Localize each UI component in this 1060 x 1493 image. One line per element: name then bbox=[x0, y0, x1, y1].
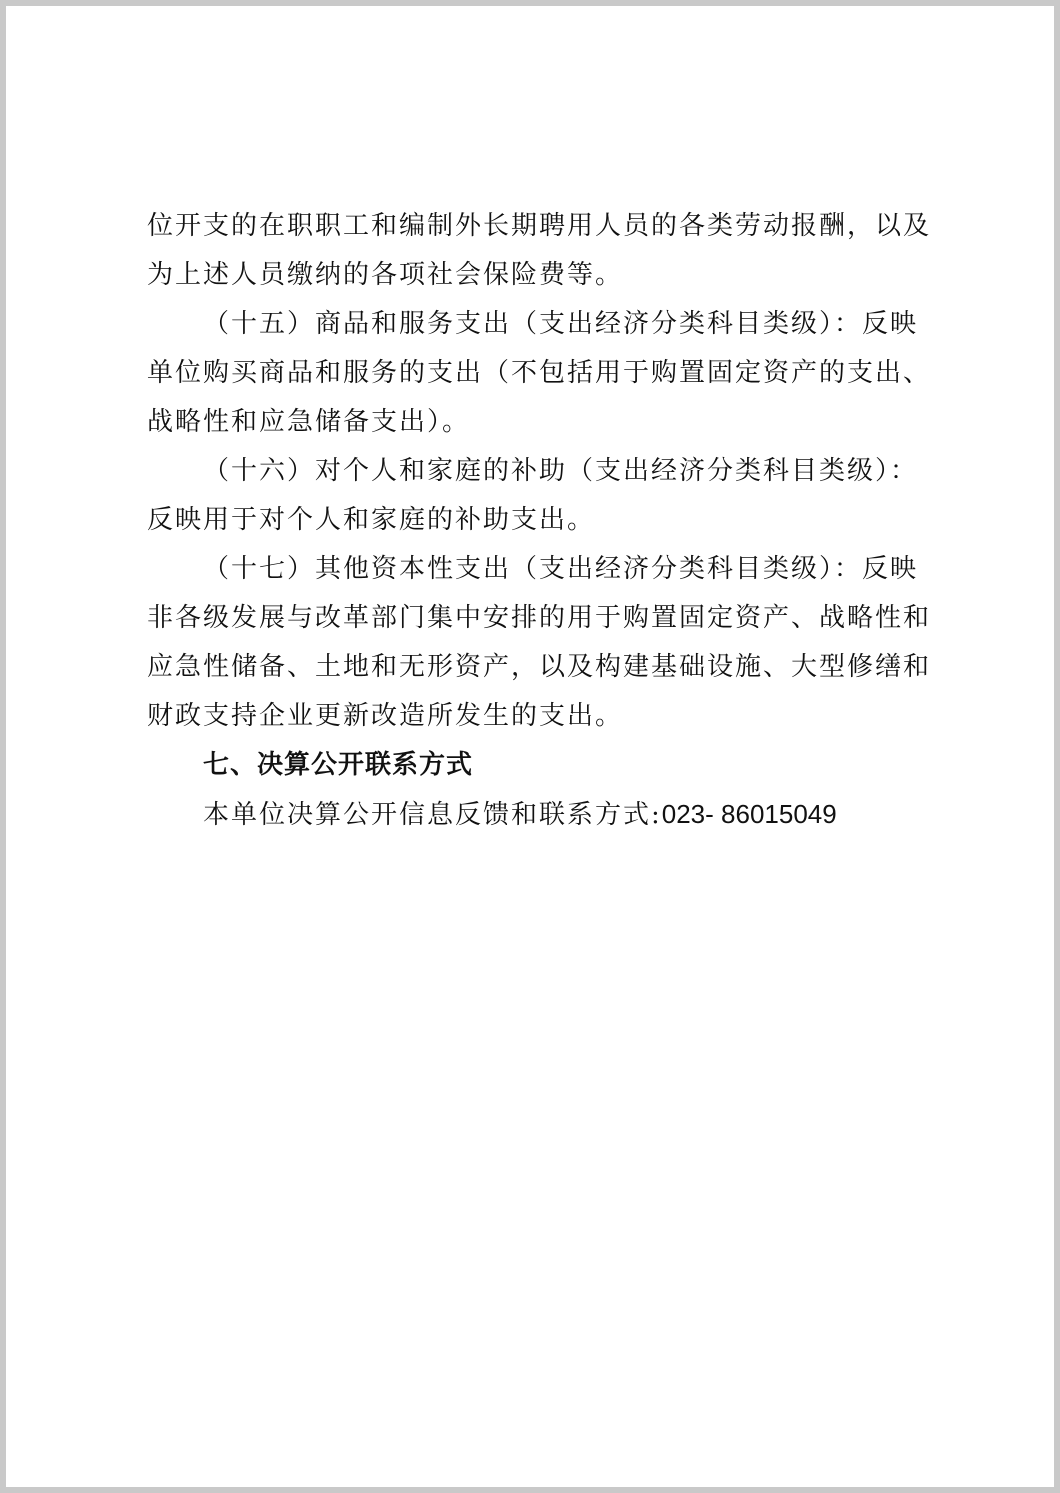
document-body bbox=[147, 202, 932, 839]
paragraph-line: （十五）商品和服务支出（支出经济分类科目类级）：反映 bbox=[203, 309, 919, 339]
paragraph-line: 战略性和应急储备支出）。 bbox=[147, 407, 471, 437]
section-heading: 七、决算公开联系方式 bbox=[203, 750, 474, 780]
paragraph-line: 非各级发展与改革部门集中安排的用于购置固定资产、战略性和 bbox=[147, 603, 932, 633]
paragraph-line: 反映用于对个人和家庭的补助支出。 bbox=[147, 505, 596, 535]
paragraph-line: 为上述人员缴纳的各项社会保险费等。 bbox=[147, 260, 624, 290]
contact-label: 本单位决算公开信息反馈和联系方式: bbox=[203, 800, 662, 830]
paragraph-line: （十六）对个人和家庭的补助（支出经济分类科目类级）： bbox=[203, 456, 919, 486]
contact-phone: 023- 86015049 bbox=[661, 799, 837, 829]
paragraph-line: 单位购买商品和服务的支出（不包括用于购置固定资产的支出、 bbox=[147, 358, 932, 388]
contact-line bbox=[147, 790, 929, 839]
paragraph-line: 应急性储备、土地和无形资产，以及构建基础设施、大型修缮和 bbox=[147, 652, 932, 682]
paragraph-line: 财政支持企业更新改造所发生的支出。 bbox=[147, 701, 624, 731]
paragraph-line: （十七）其他资本性支出（支出经济分类科目类级）：反映 bbox=[203, 554, 919, 584]
paragraph-line: 位开支的在职职工和编制外长期聘用人员的各类劳动报酬，以及 bbox=[147, 211, 932, 241]
